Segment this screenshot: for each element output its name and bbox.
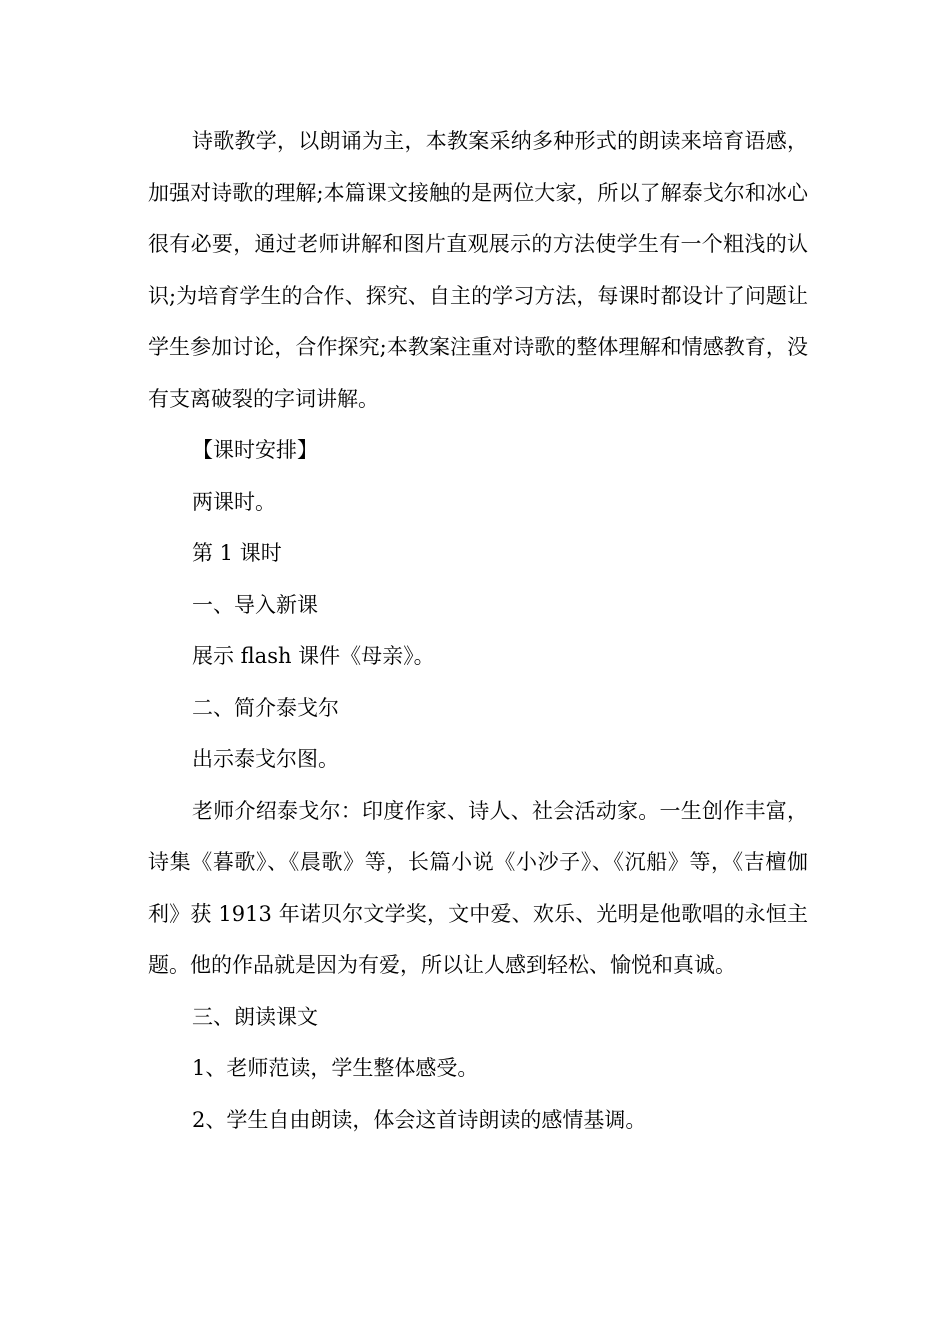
paragraph-tagore-intro: 老师介绍泰戈尔：印度作家、诗人、社会活动家。一生创作丰富，诗集《暮歌》、《晨歌》等，长篇小说《小沙子》、《沉船》等，《吉檀伽利》获 1913 年诺贝尔文学奖，文中爱、欢乐、光明是他歌唱的永恒主题。他的作品就是因为有爱，所以让人感到轻松、愉悦和真诚。 bbox=[148, 798, 808, 977]
paragraph-two-lessons: 两课时。 bbox=[192, 489, 276, 514]
paragraph-step-one: 1、老师范读，学生整体感受。 bbox=[192, 1056, 479, 1080]
paragraph-section-two: 二、简介泰戈尔 bbox=[192, 695, 339, 720]
paragraph-section-one: 一、导入新课 bbox=[192, 592, 318, 617]
document-body bbox=[148, 116, 808, 1146]
paragraph-teaching-approach: 诗歌教学，以朗诵为主，本教案采纳多种形式的朗读来培育语感，加强对诗歌的理解;本篇课文接触的是两位大家，所以了解泰戈尔和冰心很有必要，通过老师讲解和图片直观展示的方法使学生有一个粗浅的认识;为培育学生的合作、探究、自主的学习方法，每课时都设计了问题让学生参加讨论，合作探究;本教案注重对诗歌的整体理解和情感教育，没有支离破裂的字词讲解。 bbox=[148, 129, 808, 411]
paragraph-lesson-one: 第 1 课时 bbox=[192, 541, 282, 565]
paragraph-section-three: 三、朗读课文 bbox=[192, 1004, 318, 1029]
paragraph-show-flash: 展示 flash 课件《母亲》。 bbox=[192, 644, 435, 668]
paragraph-step-two: 2、学生自由朗读，体会这首诗朗读的感情基调。 bbox=[192, 1107, 647, 1132]
paragraph-show-picture: 出示泰戈尔图。 bbox=[192, 747, 339, 771]
paragraph-schedule-heading: 【课时安排】 bbox=[192, 438, 318, 462]
